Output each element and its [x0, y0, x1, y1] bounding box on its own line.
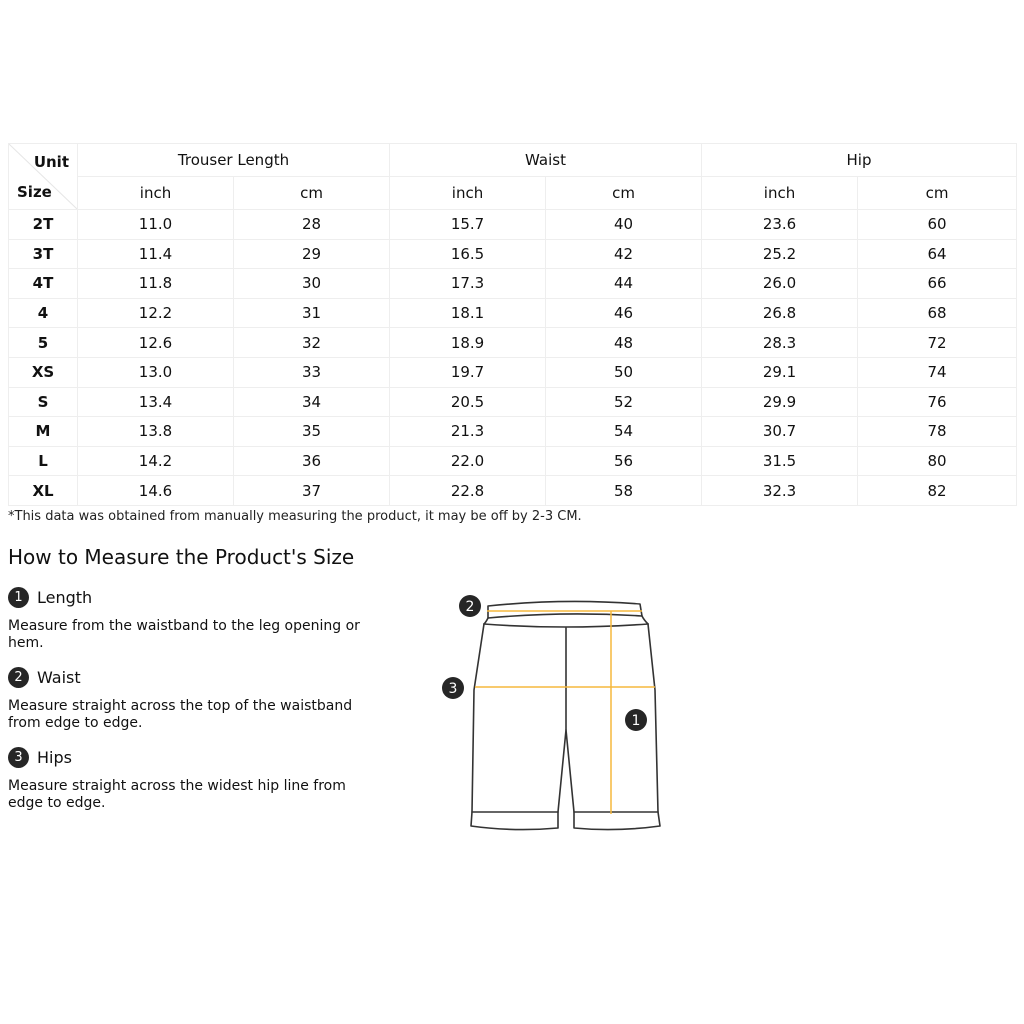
size-cell: S [9, 387, 78, 417]
corner-cell [9, 144, 78, 210]
unit-header: inch [702, 177, 858, 210]
value-cell: 14.2 [78, 446, 234, 476]
header-row-units [9, 177, 1017, 210]
value-cell: 56 [546, 446, 702, 476]
value-cell: 28.3 [702, 328, 858, 358]
value-cell: 11.0 [78, 210, 234, 240]
value-cell: 32.3 [702, 476, 858, 506]
value-cell: 74 [858, 357, 1017, 387]
value-cell: 72 [858, 328, 1017, 358]
table-row [9, 357, 1017, 387]
value-cell: 46 [546, 298, 702, 328]
number-3-badge-icon: 3 [8, 747, 29, 768]
value-cell: 33 [234, 357, 390, 387]
value-cell: 18.1 [390, 298, 546, 328]
value-cell: 20.5 [390, 387, 546, 417]
value-cell: 68 [858, 298, 1017, 328]
value-cell: 64 [858, 239, 1017, 269]
marker-label: 2 [465, 599, 475, 615]
table-row [9, 387, 1017, 417]
value-cell: 37 [234, 476, 390, 506]
step-header [8, 585, 378, 609]
value-cell: 19.7 [390, 357, 546, 387]
section-title: How to Measure the Product's Size [8, 545, 355, 569]
value-cell: 12.6 [78, 328, 234, 358]
value-cell: 82 [858, 476, 1017, 506]
value-cell: 26.8 [702, 298, 858, 328]
value-cell: 76 [858, 387, 1017, 417]
marker-1-badge-icon [625, 709, 647, 731]
value-cell: 44 [546, 269, 702, 299]
value-cell: 18.9 [390, 328, 546, 358]
value-cell: 15.7 [390, 210, 546, 240]
table-row [9, 328, 1017, 358]
table-row [9, 476, 1017, 506]
unit-header: inch [78, 177, 234, 210]
step-hips [8, 745, 378, 812]
shorts-measurement-diagram [436, 588, 676, 838]
value-cell: 28 [234, 210, 390, 240]
value-cell: 29 [234, 239, 390, 269]
marker-2-badge-icon [459, 595, 481, 617]
step-header [8, 665, 378, 689]
value-cell: 22.8 [390, 476, 546, 506]
size-cell: 4 [9, 298, 78, 328]
value-cell: 16.5 [390, 239, 546, 269]
step-length [8, 585, 378, 652]
value-cell: 22.0 [390, 446, 546, 476]
value-cell: 30.7 [702, 417, 858, 447]
value-cell: 11.8 [78, 269, 234, 299]
value-cell: 66 [858, 269, 1017, 299]
table-row [9, 446, 1017, 476]
value-cell: 50 [546, 357, 702, 387]
value-cell: 80 [858, 446, 1017, 476]
size-cell: 4T [9, 269, 78, 299]
step-description: Measure straight across the top of the waistband from edge to edge. [8, 698, 353, 731]
step-title: Length [37, 587, 93, 607]
value-cell: 34 [234, 387, 390, 417]
marker-label: 1 [631, 713, 641, 729]
size-cell: M [9, 417, 78, 447]
value-cell: 29.9 [702, 387, 858, 417]
size-cell: 2T [9, 210, 78, 240]
step-description: Measure from the waistband to the leg opening or hem. [8, 618, 360, 651]
value-cell: 31 [234, 298, 390, 328]
size-cell: 3T [9, 239, 78, 269]
value-cell: 26.0 [702, 269, 858, 299]
size-chart-table [8, 143, 1017, 506]
value-cell: 58 [546, 476, 702, 506]
table-row [9, 417, 1017, 447]
value-cell: 30 [234, 269, 390, 299]
value-cell: 31.5 [702, 446, 858, 476]
value-cell: 29.1 [702, 357, 858, 387]
step-waist [8, 665, 378, 732]
value-cell: 21.3 [390, 417, 546, 447]
corner-size-label: Size [17, 183, 52, 201]
size-cell: XS [9, 357, 78, 387]
value-cell: 48 [546, 328, 702, 358]
value-cell: 13.4 [78, 387, 234, 417]
value-cell: 11.4 [78, 239, 234, 269]
value-cell: 25.2 [702, 239, 858, 269]
number-1-badge-icon: 1 [8, 587, 29, 608]
table-row [9, 210, 1017, 240]
group-header-waist: Waist [390, 144, 702, 177]
step-header [8, 745, 378, 769]
value-cell: 23.6 [702, 210, 858, 240]
value-cell: 13.0 [78, 357, 234, 387]
table-row [9, 269, 1017, 299]
value-cell: 42 [546, 239, 702, 269]
value-cell: 35 [234, 417, 390, 447]
step-title: Waist [37, 667, 81, 687]
size-cell: L [9, 446, 78, 476]
corner-unit-label: Unit [33, 153, 69, 171]
unit-header: inch [390, 177, 546, 210]
group-header-trouser-length: Trouser Length [78, 144, 390, 177]
value-cell: 32 [234, 328, 390, 358]
unit-header: cm [546, 177, 702, 210]
value-cell: 17.3 [390, 269, 546, 299]
step-description: Measure straight across the widest hip line from edge to edge. [8, 778, 346, 811]
table-row [9, 298, 1017, 328]
table-row [9, 239, 1017, 269]
value-cell: 13.8 [78, 417, 234, 447]
unit-header: cm [234, 177, 390, 210]
measurement-note: *This data was obtained from manually measuring the product, it may be off by 2-3 CM. [8, 509, 582, 524]
group-header-hip: Hip [702, 144, 1017, 177]
marker-label: 3 [448, 681, 458, 697]
size-cell: XL [9, 476, 78, 506]
value-cell: 60 [858, 210, 1017, 240]
value-cell: 12.2 [78, 298, 234, 328]
value-cell: 78 [858, 417, 1017, 447]
value-cell: 52 [546, 387, 702, 417]
unit-header: cm [858, 177, 1017, 210]
marker-3-badge-icon [442, 677, 464, 699]
header-row-groups [9, 144, 1017, 177]
value-cell: 14.6 [78, 476, 234, 506]
size-cell: 5 [9, 328, 78, 358]
number-2-badge-icon: 2 [8, 667, 29, 688]
value-cell: 40 [546, 210, 702, 240]
table-body [9, 210, 1017, 506]
value-cell: 36 [234, 446, 390, 476]
step-title: Hips [37, 747, 72, 767]
value-cell: 54 [546, 417, 702, 447]
